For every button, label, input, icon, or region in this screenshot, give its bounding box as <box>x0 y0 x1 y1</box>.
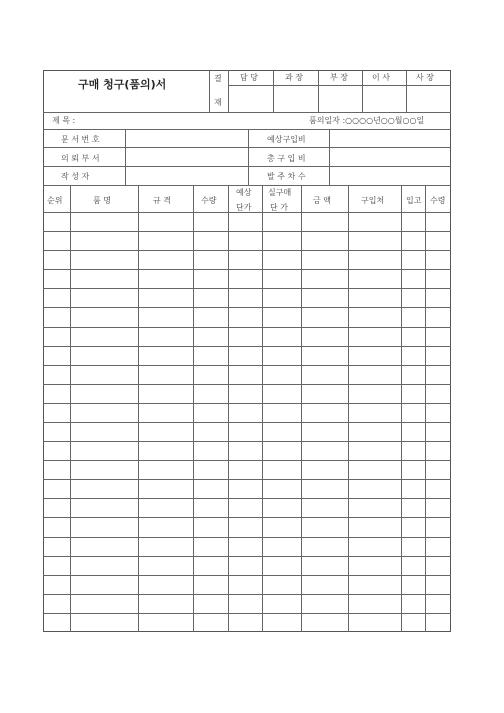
total-cost-label: 총 구 입 비 <box>267 154 306 163</box>
approval-divider <box>273 70 274 112</box>
proposal-date: 품의일자 :○○○○년○○월○○일 <box>309 116 425 125</box>
order-count-label: 발 주 차 수 <box>267 172 306 181</box>
row-line <box>43 112 451 113</box>
col-header-est-price-2: 단가 <box>236 203 252 212</box>
table-row <box>43 346 451 347</box>
purchase-request-form <box>43 70 451 632</box>
doc-number-label: 문 서 번 호 <box>61 135 100 144</box>
table-row <box>43 384 451 385</box>
table-row <box>43 403 451 404</box>
item-col-divider <box>348 185 349 632</box>
col-header-amount: 금 액 <box>313 196 331 205</box>
col-header-actual-price-2: 단 가 <box>270 203 288 212</box>
item-col-divider <box>401 185 402 632</box>
col-header-quantity: 수량 <box>201 196 217 205</box>
approval-col-department-head: 부 장 <box>330 73 348 82</box>
col-header-accepted: 수령 <box>430 196 446 205</box>
table-row <box>43 537 451 538</box>
col-header-spec: 규 격 <box>153 196 171 205</box>
estimated-cost-label: 예상구입비 <box>267 135 306 144</box>
col-header-est-price-1: 예상 <box>236 188 252 197</box>
info-divider <box>248 129 249 185</box>
approval-divider <box>228 70 229 112</box>
approval-col-section-chief: 과 장 <box>285 73 303 82</box>
dept-label: 의 뢰 부 서 <box>61 154 100 163</box>
approval-col-manager: 담 당 <box>240 73 258 82</box>
table-row <box>43 441 451 442</box>
item-col-divider <box>425 185 426 632</box>
table-row <box>43 365 451 366</box>
table-row <box>43 479 451 480</box>
table-row <box>43 250 451 251</box>
approval-col-president: 사 장 <box>416 73 434 82</box>
item-col-divider <box>70 185 71 632</box>
item-col-divider <box>193 185 194 632</box>
col-header-actual-price-1: 실구매 <box>268 188 292 197</box>
table-row <box>43 460 451 461</box>
item-col-divider <box>138 185 139 632</box>
item-col-divider <box>301 185 302 632</box>
row-line <box>43 129 451 130</box>
approval-divider <box>209 70 210 112</box>
table-row <box>43 288 451 289</box>
table-row <box>43 422 451 423</box>
table-row <box>43 269 451 270</box>
table-row <box>43 498 451 499</box>
col-header-rank: 순위 <box>47 196 63 205</box>
table-row <box>43 575 451 576</box>
approval-col-director: 이 사 <box>372 73 390 82</box>
item-col-divider <box>228 185 229 632</box>
table-row <box>43 307 451 308</box>
approval-divider <box>406 70 407 112</box>
approval-label-bottom: 재 <box>214 98 222 107</box>
form-title: 구매 청구(품의)서 <box>78 78 167 91</box>
item-col-divider <box>262 185 263 632</box>
info-divider <box>125 129 126 185</box>
approval-header-line <box>228 85 451 86</box>
table-row <box>43 517 451 518</box>
author-label: 작 성 자 <box>61 172 90 181</box>
approval-label-top: 결 <box>214 74 222 83</box>
info-divider <box>329 129 330 185</box>
col-header-vendor: 구입처 <box>361 196 385 205</box>
row-line <box>43 166 451 167</box>
row-line <box>43 212 451 213</box>
table-row <box>43 613 451 614</box>
col-header-received: 입고 <box>406 196 422 205</box>
approval-divider <box>362 70 363 112</box>
table-row <box>43 327 451 328</box>
approval-divider <box>318 70 319 112</box>
col-header-item-name: 품 명 <box>93 196 111 205</box>
table-row <box>43 594 451 595</box>
subject-label: 제 목 : <box>52 116 76 125</box>
table-row <box>43 556 451 557</box>
table-row <box>43 231 451 232</box>
row-line <box>43 147 451 148</box>
row-line <box>43 185 451 186</box>
